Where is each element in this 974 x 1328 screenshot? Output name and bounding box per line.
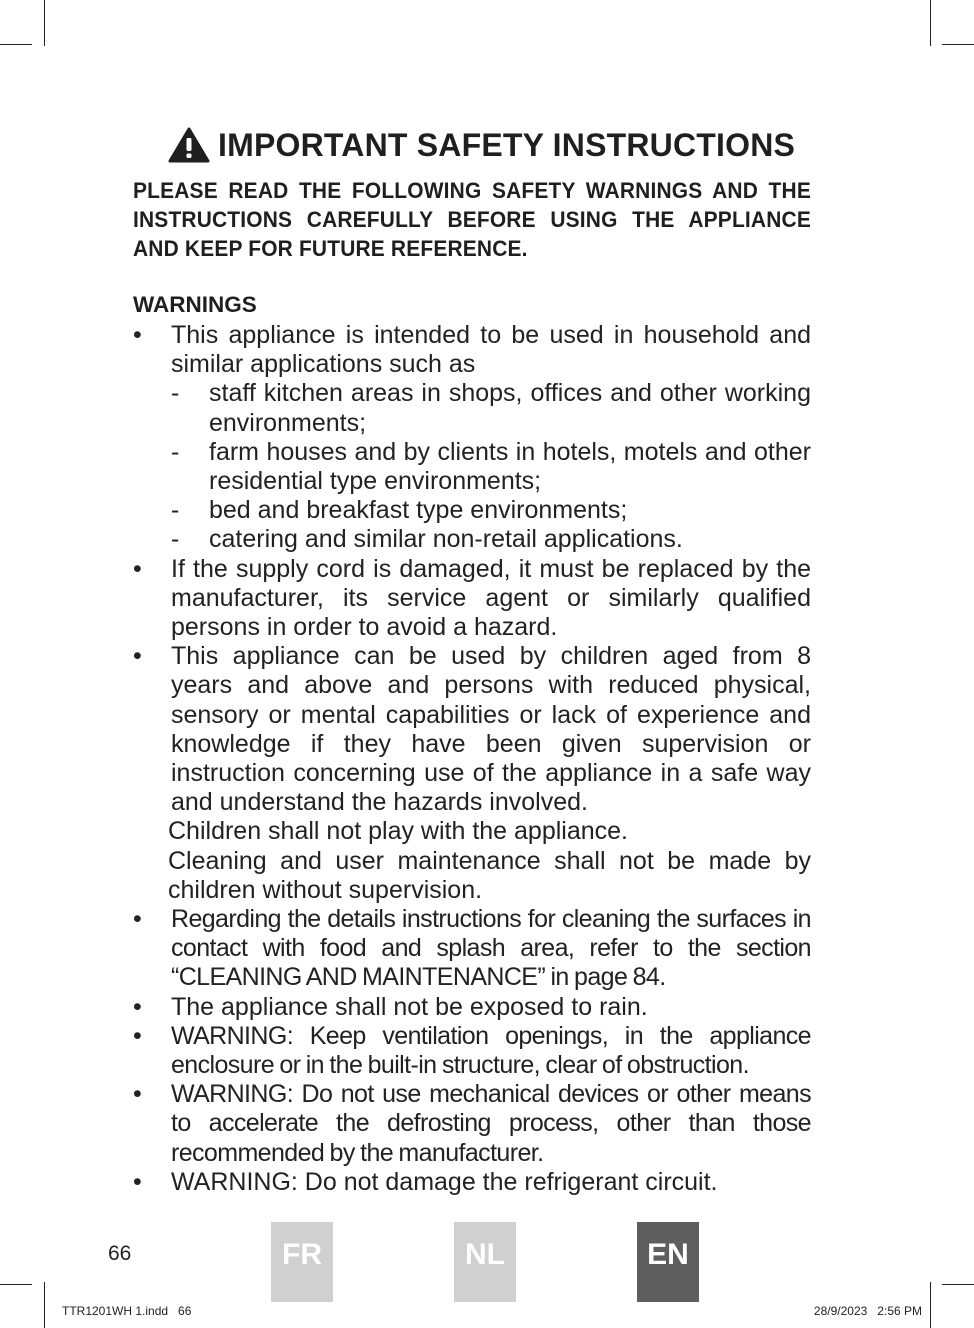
crop-mark bbox=[930, 0, 931, 46]
list-item-paragraph: Cleaning and user maintenance shall not be made by children without supervision. bbox=[168, 846, 811, 904]
crop-mark bbox=[942, 1284, 974, 1285]
bullet: • bbox=[133, 1167, 142, 1196]
intro-paragraph: PLEASE READ THE FOLLOWING SAFETY WARNINGS AND THE INSTRUCTIONS CAREFULLY BEFORE USING THE APPLIANCE AND KEEP FOR FUTURE REFERENCE. bbox=[133, 178, 811, 261]
list-item: • Regarding the details instructions for cleaning the surfaces in contact with food and splash area, refer to the section “CLEANING AND MAINTENANCE” in page 84. bbox=[133, 905, 811, 992]
language-tab-fr[interactable]: FR bbox=[271, 1222, 333, 1302]
bullet: • bbox=[133, 1021, 142, 1050]
language-tab-en[interactable]: EN bbox=[637, 1222, 699, 1302]
bullet: • bbox=[133, 554, 142, 583]
list-item: • WARNING: Do not use mechanical devices or other means to accelerate the defrosting process, other than those recommended by the manufacturer. bbox=[133, 1080, 811, 1167]
list-item: • WARNING: Do not damage the refrigerant circuit. bbox=[133, 1167, 718, 1196]
list-item: • WARNING: Keep ventilation openings, in the appliance enclosure or in the built-in structure, clear of obstruction. bbox=[133, 1021, 811, 1080]
crop-mark bbox=[942, 44, 974, 45]
list-item: • This appliance is intended to be used in household and similar applications such as bbox=[133, 321, 811, 379]
crop-mark bbox=[0, 44, 32, 45]
sub-list-item: - catering and similar non-retail applications. bbox=[171, 525, 683, 554]
print-slug-file: TTR1201WH 1.indd 66 bbox=[62, 1304, 192, 1318]
crop-mark bbox=[0, 1284, 32, 1285]
bullet: • bbox=[133, 905, 142, 934]
crop-mark bbox=[44, 1282, 45, 1328]
page-title bbox=[168, 124, 808, 166]
list-item: • The appliance shall not be exposed to rain. bbox=[133, 992, 648, 1021]
bullet: • bbox=[133, 1080, 142, 1109]
sub-list-item: - bed and breakfast type environments; bbox=[171, 496, 628, 525]
bullet: • bbox=[133, 992, 142, 1021]
crop-mark bbox=[930, 1282, 931, 1328]
crop-mark bbox=[44, 0, 45, 46]
list-item-paragraph: Children shall not play with the appliance. bbox=[168, 817, 628, 846]
title-text: IMPORTANT SAFETY INSTRUCTIONS bbox=[218, 126, 796, 163]
sub-list-item: - farm houses and by clients in hotels, motels and other residential type environments; bbox=[171, 437, 811, 496]
bullet: • bbox=[133, 642, 142, 671]
bullet: • bbox=[133, 321, 142, 349]
print-slug-date: 28/9/2023 2:56 PM bbox=[813, 1304, 922, 1318]
list-item: • This appliance can be used by children aged from 8 years and above and persons with reduced physical, sensory or mental capabilities or lack of experience and knowledge if they have been given supervision or instruction concerning use of the appliance in a safe way and understand the hazards involved. bbox=[133, 642, 811, 817]
language-tab-nl[interactable]: NL bbox=[454, 1222, 516, 1302]
page-number: 66 bbox=[108, 1242, 132, 1265]
warnings-heading: WARNINGS bbox=[133, 292, 257, 317]
list-item: • If the supply cord is damaged, it must be replaced by the manufacturer, its service agent or similarly qualified persons in order to avoid a hazard. bbox=[133, 554, 811, 642]
dash: - bbox=[171, 525, 180, 554]
warnings-list bbox=[133, 321, 811, 1197]
warning-triangle-icon bbox=[168, 127, 210, 163]
sub-list-item: - staff kitchen areas in shops, offices and other working environments; bbox=[171, 379, 811, 437]
dash: - bbox=[171, 437, 180, 466]
dash: - bbox=[171, 379, 180, 408]
dash: - bbox=[171, 496, 180, 525]
